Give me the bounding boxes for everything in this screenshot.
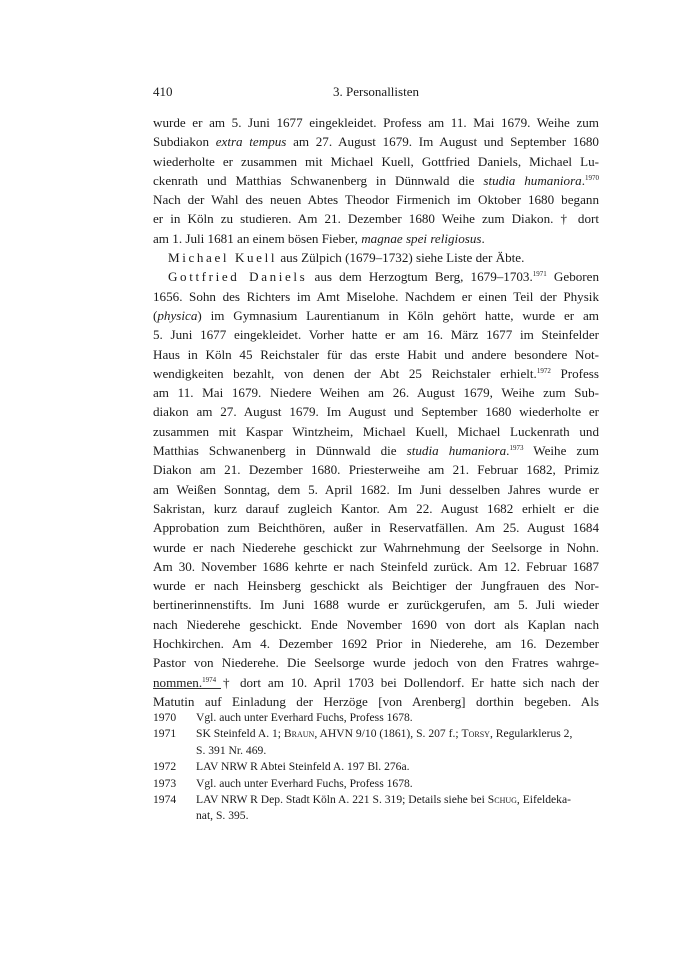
text-line: er in Köln zu studieren. Am 21. Dezember 1680 Weihe zum Diakon. † dort (153, 211, 599, 227)
text-line: Gottfried Daniels aus dem Herzogtum Berg, 1679–1703.$^{1971}$ Geboren (168, 269, 600, 285)
text-line: Pastor von Niederehe. Die Seelsorge wurde jedoch von den Fratres wahrge- (153, 655, 599, 671)
text-line: wurde er am 5. Juni 1677 eingekleidet. Profess am 11. Mai 1679. Weihe zum (153, 115, 599, 130)
text-line: ckenrath und Matthias Schwanenberg in Dünnwald die studia humaniora.$^{1970}$ (153, 172, 599, 188)
footnote-ref: 1974 (202, 675, 217, 684)
footnote-number: 1974 (153, 793, 177, 807)
text-line: Matthias Schwanenberg in Dünnwald die studia humaniora.$^{1973}$ Weihe zum (153, 443, 599, 459)
text-line: Haus in Köln 45 Reichstaler für das erste Habit und andere besondere Not- (153, 346, 599, 362)
author-name: Braun (283, 727, 315, 741)
footnote-text: Vgl. auch unter Everhard Fuchs, Profess 1678. (196, 776, 413, 790)
text-line: wiederholte er zusammen mit Michael Kuell, Gottfried Daniels, Michael Lu- (153, 153, 599, 169)
text-line: Subdiakon extra tempus am 27. August 1679. Im August und September 1680 (153, 134, 599, 150)
text-line: (physica) im Gymnasium Laurentianum in Köln gehört hatte, wurde er am (153, 307, 599, 323)
text-line: Michael Kuell aus Zülpich (1679–1732) siehe Liste der Äbte. (168, 250, 525, 266)
paragraph-gottfried-daniels (153, 267, 599, 711)
paragraph-kaspar-wintzheim-continued (153, 113, 599, 248)
latin-phrase: studia humaniora (406, 443, 507, 459)
latin-phrase: magnae spei religiosus (361, 230, 482, 246)
text-line: Sakristan, kurz darauf zugleich Kantor. Am 22. August 1682 erhielt er die (153, 500, 599, 516)
latin-phrase: extra tempus (215, 134, 287, 150)
footnote-number: 1971 (153, 727, 177, 741)
paragraph-michael-kuell (153, 248, 599, 267)
text-line: bertinerinnenstifts. Im Juni 1688 wurde er zurückgerufen, am 5. Juli wieder (153, 597, 599, 613)
footnote-number: 1970 (153, 711, 177, 724)
text-line: wurde er nach Heinsberg geschickt als Beichtiger der Jungfrauen des Nor- (153, 578, 599, 594)
footnote-text: Vgl. auch unter Everhard Fuchs, Profess 1678. (196, 711, 413, 724)
text-line: zusammen mit Kaspar Wintzheim, Michael Kuell, Michael Luckenrath und (153, 423, 599, 439)
page-number: 410 (153, 84, 173, 99)
text-line: Approbation zum Beichthören, außer in Reservatfällen. Am 25. August 1684 (153, 520, 599, 536)
text-line: diakon am 27. August 1679. Im August und September 1680 wiederholte er (153, 404, 599, 420)
text-line: wurde er nach Niederehe geschickt zur Wahrnehmung der Seelsorge in Nohn. (153, 539, 599, 555)
footnote-1972 (153, 759, 599, 775)
page-header (153, 84, 599, 104)
text-line: am 11. Mai 1679. Niedere Weihen am 26. August 1679, Weihe zum Sub- (153, 385, 599, 401)
footnote-1974 (153, 792, 599, 825)
person-name: Michael Kuell (168, 250, 278, 266)
footnote-ref: 1971 (532, 270, 547, 279)
text-line: nach Niederehe geschickt. Ende November 1690 von dort als Kaplan nach (153, 616, 599, 632)
text-line: Am 30. November 1686 kehrte er nach Steinfeld zurück. Am 12. Februar 1687 (153, 558, 599, 574)
footnote-1971 (153, 726, 599, 759)
footnote-text: SK Steinfeld A. 1; Braun, AHVN 9/10 (1861), S. 207 f.; Torsy, Regularklerus 2, S. 391 Nr. 469. (196, 727, 573, 757)
footnotes (153, 710, 599, 825)
text-line: Matutin auf Einladung der Herzöge [von Arenberg] dorthin begeben. Als (153, 693, 599, 709)
text-line: nommen.$^{1974}$ † dort am 10. April 1703 bei Dollendorf. Er hatte sich nach der (153, 674, 599, 690)
text-line: am 1. Juli 1681 an einem bösen Fieber, magnae spei religiosus. (153, 230, 485, 246)
footnote-number: 1973 (153, 776, 177, 790)
footnote-text: LAV NRW R Dep. Stadt Köln A. 221 S. 319; Details siehe bei Schug, Eifeldeka- nat, S. 395. (196, 793, 571, 823)
person-name: Gottfried Daniels (168, 269, 308, 285)
footnote-ref: 1972 (536, 366, 551, 375)
footnote-ref: 1970 (585, 173, 599, 182)
body-text (153, 113, 599, 711)
running-head: 3. Personallisten (333, 84, 419, 99)
text-line: Nach der Wahl des neuen Abtes Theodor Firmenich im Oktober 1680 begann (153, 192, 599, 208)
latin-phrase: physica (157, 307, 198, 323)
text-line: wendigkeiten bezahlt, von denen der Abt 25 Reichstaler erhielt.$^{1972}$ Profess (153, 365, 599, 381)
author-name: Torsy (461, 727, 490, 741)
text-line: 5. Juni 1677 eingekleidet. Vorher hatte er am 16. März 1677 im Steinfelder (153, 327, 599, 343)
text-line: 1656. Sohn des Richters im Amt Miselohe. Nachdem er einen Teil der Physik (153, 288, 599, 304)
footnote-ref: 1973 (509, 444, 524, 453)
author-name: Schug (487, 793, 517, 807)
text-line: am Weißen Sonntag, dem 5. April 1682. Im Juni desselben Jahres wurde er (153, 481, 599, 497)
footnote-number: 1972 (153, 760, 177, 774)
footnote-divider (153, 688, 221, 689)
footnote-text: LAV NRW R Abtei Steinfeld A. 197 Bl. 276a. (196, 760, 410, 774)
text-line: Diakon am 21. Dezember 1680. Priesterweihe am 21. Februar 1682, Primiz (153, 462, 599, 478)
text-line: Hochkirchen. Am 4. Dezember 1692 Prior in Niederehe, am 16. Dezember (153, 636, 599, 652)
latin-phrase: studia humaniora (483, 172, 582, 188)
footnote-1970 (153, 710, 599, 726)
footnote-1973 (153, 776, 599, 792)
